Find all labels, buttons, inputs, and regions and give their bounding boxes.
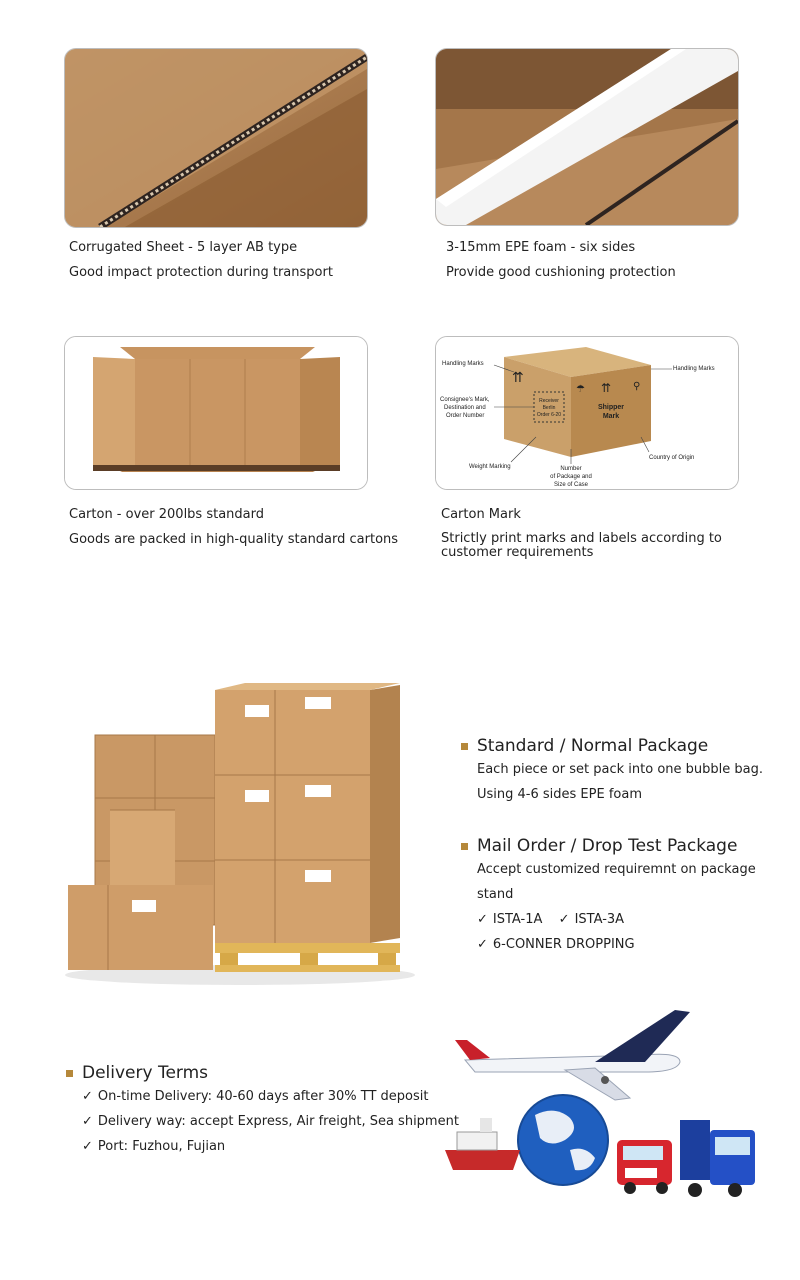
card-4-desc: Strictly print marks and labels according to customer requirements [441,531,722,560]
check-icon: ✓ [477,937,488,952]
check-icon: ✓ [82,1114,93,1129]
svg-text:⇈: ⇈ [512,369,524,385]
receiver-line-2: Berlin [542,405,556,411]
mail-order-line-1: Accept customized requiremnt on package [477,862,756,877]
card-2-desc: Provide good cushioning protection [446,265,676,280]
weight-marking-label: Weight Marking [469,464,511,470]
consignee-label-1: Consignee's Mark, [440,397,490,403]
consignee-label-3: Order Number [446,413,485,419]
card-3-desc: Goods are packed in high-quality standard cartons [69,532,399,547]
card-2-title: 3-15mm EPE foam - six sides [446,240,636,255]
check-icon: ✓ [558,912,570,927]
handling-marks-right-label: Handling Marks [673,366,715,372]
ista-checks-row [477,912,624,927]
open-carton-photo [64,336,368,490]
number-label-2: of Package and [550,474,592,480]
card-1-desc: Good impact protection during transport [69,265,333,280]
delivery-item-1-text: On-time Delivery: 40-60 days after 30% TT deposit [97,1089,429,1104]
globe-icon [518,1095,608,1185]
bullet-standard [461,743,468,750]
logistics-illustration [445,1000,763,1215]
receiver-line-1: Receiver [539,398,559,404]
van-icon [617,1140,672,1194]
shipper-line-2: Mark [602,413,620,420]
check-icon: ✓ [82,1089,93,1104]
delivery-item-3-text: Port: Fuzhou, Fujian [97,1139,226,1154]
standard-package-line-1: Each piece or set pack into one bubble bag. [477,762,763,777]
card-1-title: Corrugated Sheet - 5 layer AB type [69,240,298,255]
check-icon: ✓ [477,912,488,927]
ista-1a-label: ISTA-1A [492,912,543,927]
svg-text:⚲: ⚲ [633,381,641,392]
shipper-line-1: Shipper [597,404,625,411]
handling-marks-left-label: Handling Marks [442,361,484,367]
delivery-item-1 [82,1089,428,1104]
country-of-origin-label: Country of Origin [649,455,695,461]
ship-icon [445,1118,520,1170]
standard-package-line-2: Using 4-6 sides EPE foam [477,787,642,802]
delivery-item-2-text: Delivery way: accept Express, Air freight, Sea shipment [97,1114,459,1129]
conner-dropping-label: 6-CONNER DROPPING [492,937,635,952]
carton-mark-diagram [435,336,739,490]
card-4-title: Carton Mark [441,507,521,522]
number-label-3: Size of Case [553,482,589,488]
truck-icon [680,1120,755,1197]
bullet-mail-order [461,843,468,850]
epe-foam-photo [435,48,739,226]
consignee-label-2: Destination and [444,405,486,411]
delivery-terms-title: Delivery Terms [82,1063,209,1083]
mail-order-line-2: stand [477,887,514,902]
pallet-boxes-illustration [60,675,420,990]
bullet-delivery [66,1070,73,1077]
drop-check-row [477,937,635,952]
number-label-1: Number [560,466,582,472]
airplane-icon [455,1010,690,1100]
check-icon: ✓ [82,1139,93,1154]
receiver-line-3: Order 6-20 [536,412,562,418]
delivery-item-2 [82,1114,459,1129]
ista-3a-label: ISTA-3A [574,912,625,927]
standard-package-title: Standard / Normal Package [477,736,709,756]
svg-text:⇈: ⇈ [601,381,612,395]
corrugated-sheet-photo [64,48,368,228]
delivery-item-3 [82,1139,225,1154]
svg-text:☂: ☂ [576,384,585,395]
mail-order-package-title: Mail Order / Drop Test Package [477,836,738,856]
card-3-title: Carton - over 200lbs standard [69,507,264,522]
